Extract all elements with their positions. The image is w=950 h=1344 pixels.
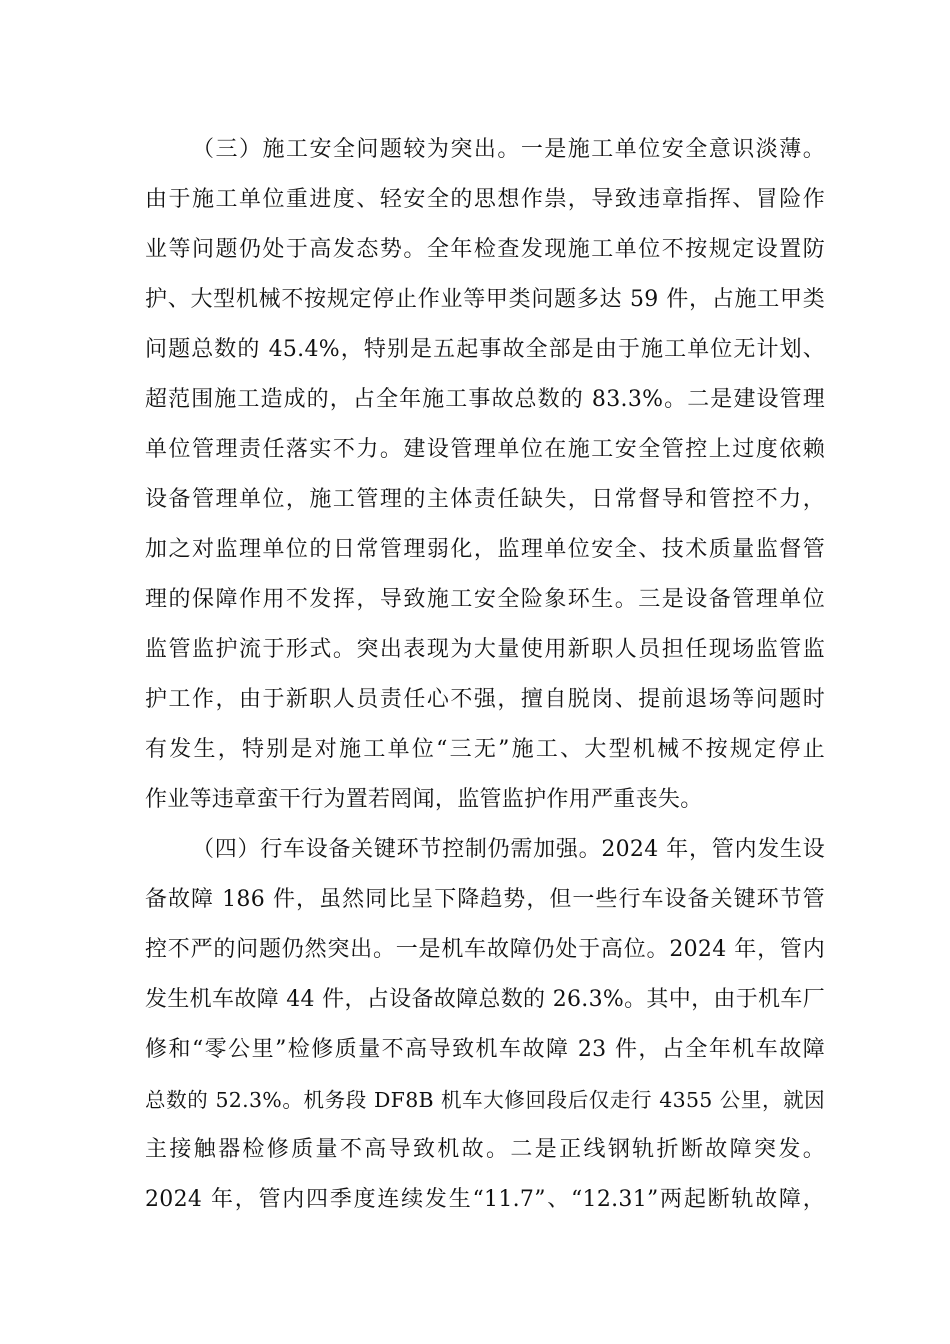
paragraph-3-line-3: 业等问题仍处于高发态势。全年检查发现施工单位不按规定设置防 (145, 237, 825, 262)
paragraph-3-line-6: 超范围施工造成的，占全年施工事故总数的 83.3%。二是建设管理 (145, 387, 825, 412)
paragraph-4-line-6: 总数的 52.3%。机务段 DF8B 机车大修回段后仅走行 4355 公里，就因 (145, 1088, 825, 1112)
paragraph-3-line-1: （三）施工安全问题较为突出。一是施工单位安全意识淡薄。 (192, 137, 825, 162)
paragraph-4-line-7: 主接触器检修质量不高导致机故。二是正线钢轨折断故障突发。 (145, 1137, 825, 1162)
paragraph-3-line-5: 问题总数的 45.4%，特别是五起事故全部是由于施工单位无计划、 (145, 337, 825, 362)
paragraph-3-line-7: 单位管理责任落实不力。建设管理单位在施工安全管控上过度依赖 (145, 437, 825, 462)
paragraph-4-line-5: 修和“零公里”检修质量不高导致机车故障 23 件，占全年机车故障 (145, 1037, 825, 1062)
paragraph-3-line-13: 有发生，特别是对施工单位“三无”施工、大型机械不按规定停止 (145, 737, 825, 762)
paragraph-3-line-11: 监管监护流于形式。突出表现为大量使用新职人员担任现场监管监 (145, 637, 825, 662)
paragraph-3-line-9: 加之对监理单位的日常管理弱化，监理单位安全、技术质量监督管 (145, 537, 825, 562)
paragraph-3-line-14: 作业等违章蛮干行为置若罔闻，监管监护作用严重丧失。 (145, 787, 703, 812)
paragraph-3-line-4: 护、大型机械不按规定停止作业等甲类问题多达 59 件，占施工甲类 (145, 287, 825, 312)
paragraph-4-line-2: 备故障 186 件，虽然同比呈下降趋势，但一些行车设备关键环节管 (145, 887, 825, 912)
paragraph-4-line-4: 发生机车故障 44 件，占设备故障总数的 26.3%。其中，由于机车厂 (145, 987, 825, 1012)
paragraph-3-line-8: 设备管理单位，施工管理的主体责任缺失，日常督导和管控不力， (145, 487, 825, 512)
paragraph-4-line-3: 控不严的问题仍然突出。一是机车故障仍处于高位。2024 年，管内 (145, 937, 825, 962)
paragraph-4-line-1: （四）行车设备关键环节控制仍需加强。2024 年，管内发生设 (192, 837, 825, 862)
paragraph-3-line-2: 由于施工单位重进度、轻安全的思想作祟，导致违章指挥、冒险作 (145, 187, 825, 212)
paragraph-3-line-10: 理的保障作用不发挥，导致施工安全险象环生。三是设备管理单位 (145, 587, 825, 612)
paragraph-4-line-8: 2024 年，管内四季度连续发生“11.7”、“12.31”两起断轨故障， (145, 1187, 825, 1212)
paragraph-3-line-12: 护工作，由于新职人员责任心不强，擅自脱岗、提前退场等问题时 (145, 687, 825, 712)
